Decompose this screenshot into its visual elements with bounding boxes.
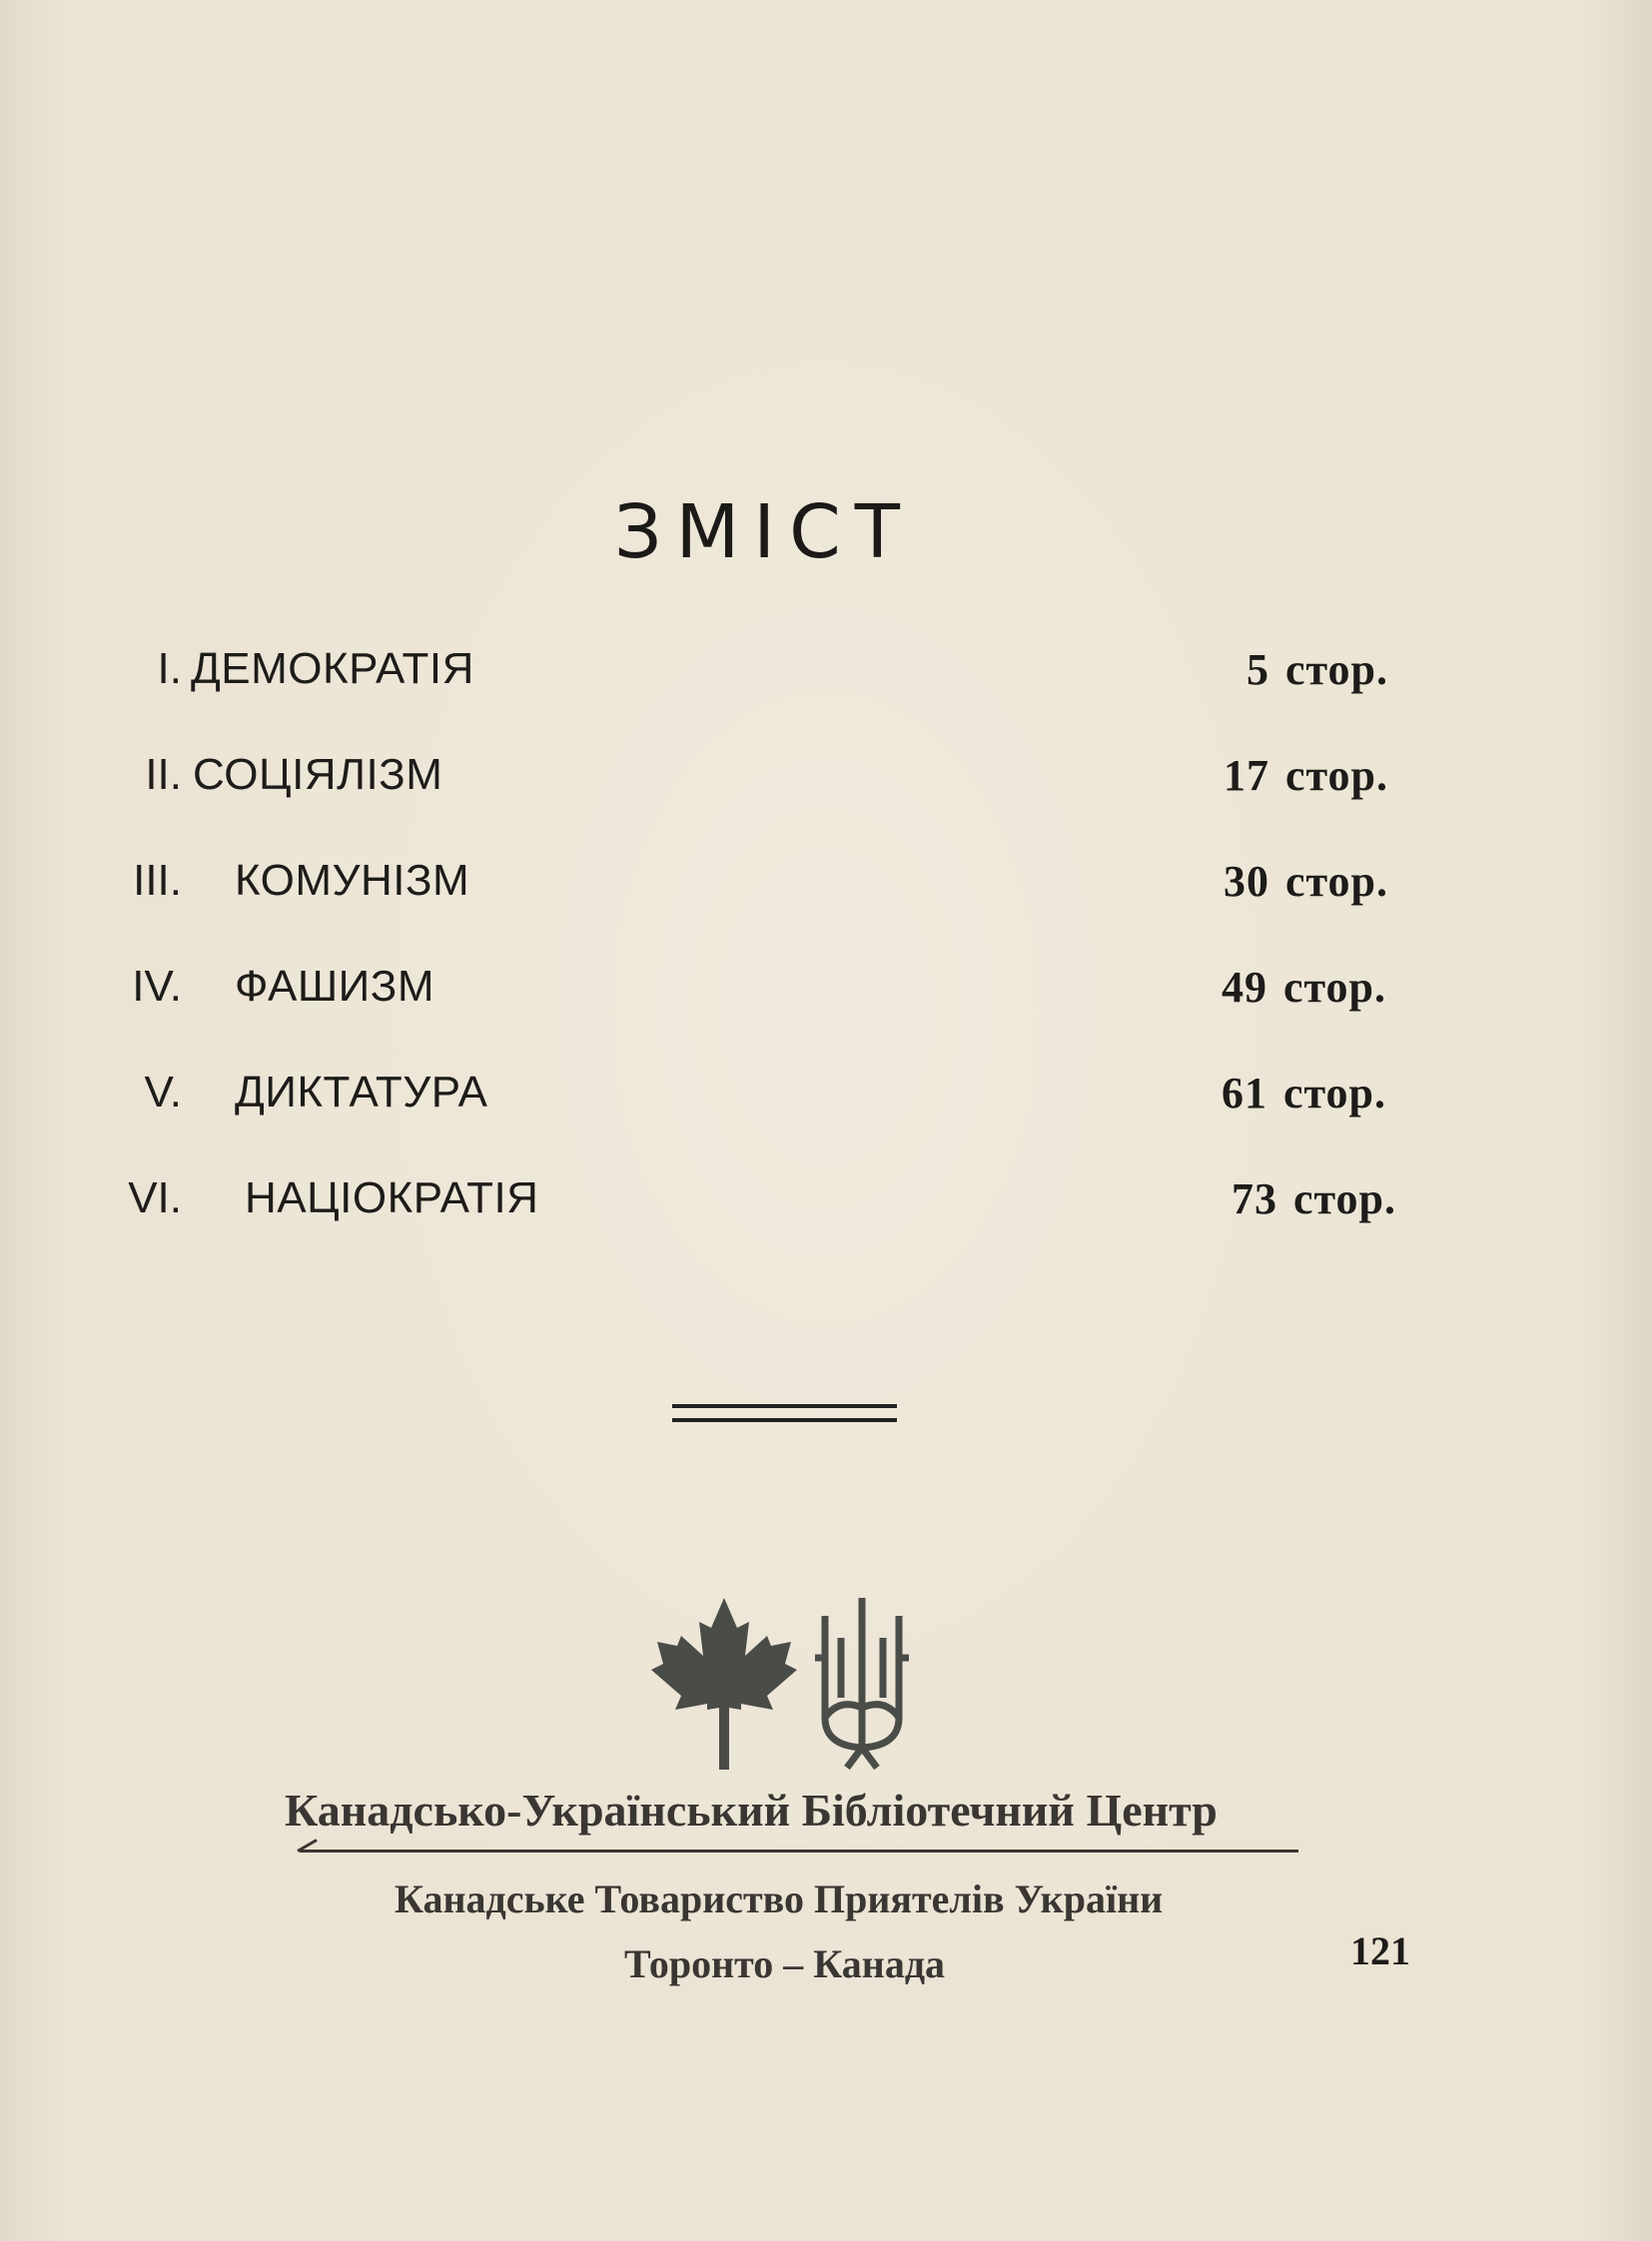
toc-entry-page-unit: стор.: [1282, 1069, 1386, 1118]
toc-entry-numeral: V.: [144, 1068, 182, 1117]
toc-entry-title: КОМУНІЗМ: [235, 856, 470, 905]
toc-entry-page-number: 17: [1223, 751, 1269, 800]
toc-entry-page-number: 30: [1223, 857, 1269, 906]
toc-entry-page-number: 5: [1245, 645, 1269, 694]
toc-entry-title: ФАШИЗМ: [235, 962, 435, 1011]
toc-entry-title: ДИКТАТУРА: [235, 1068, 488, 1117]
toc-entry-title: НАЦІОКРАТІЯ: [245, 1173, 539, 1222]
toc-entry-page: [1246, 644, 1388, 695]
stamp-society-name: Канадське Товариство Приятелів України: [395, 1876, 1164, 1921]
trident-icon: [807, 1598, 927, 1778]
page-title: ЗМІСТ: [614, 489, 914, 575]
toc-entry-page-number: 73: [1231, 1174, 1277, 1223]
toc-entry-title: ДЕМОКРАТІЯ: [191, 644, 474, 693]
toc-entry-page: [1224, 750, 1388, 801]
toc-entry-page-unit: стор.: [1284, 645, 1388, 694]
toc-entry-page-number: 49: [1221, 963, 1267, 1012]
toc-entry: [145, 750, 1408, 856]
stamp-underline: [300, 1850, 1298, 1853]
toc-entry-numeral: III.: [133, 856, 182, 905]
toc-entry-page-number: 61: [1221, 1069, 1267, 1118]
stamp-location: Торонто – Канада: [624, 1941, 946, 1986]
toc-entry-numeral: I.: [157, 644, 182, 693]
double-rule-divider: [672, 1404, 897, 1422]
toc-entry-page-unit: стор.: [1284, 751, 1388, 800]
toc-entry-page-unit: стор.: [1284, 857, 1388, 906]
toc-entry: [128, 1173, 1408, 1279]
toc-entry-page: [1222, 1068, 1386, 1119]
toc-entry-page: [1224, 856, 1388, 907]
toc-entry-page: [1222, 962, 1386, 1013]
table-of-contents: [128, 644, 1408, 1279]
toc-entry: [133, 856, 1408, 962]
toc-entry: [150, 644, 1408, 750]
toc-entry-page-unit: стор.: [1282, 963, 1386, 1012]
toc-entry-numeral: IV.: [132, 962, 182, 1011]
stamp-library-name: Канадсько-Український Бібліотечний Центр: [285, 1785, 1218, 1836]
stamp-emblems: [649, 1598, 919, 1778]
toc-entry: [144, 1068, 1408, 1173]
toc-entry-title: СОЦІЯЛІЗМ: [193, 750, 443, 799]
toc-entry: [132, 962, 1408, 1068]
toc-entry-page: [1232, 1173, 1396, 1224]
toc-entry-numeral: II.: [145, 750, 182, 799]
toc-entry-numeral: VI.: [128, 1173, 182, 1222]
page-number: 121: [1350, 1928, 1410, 1973]
toc-entry-page-unit: стор.: [1292, 1174, 1396, 1223]
